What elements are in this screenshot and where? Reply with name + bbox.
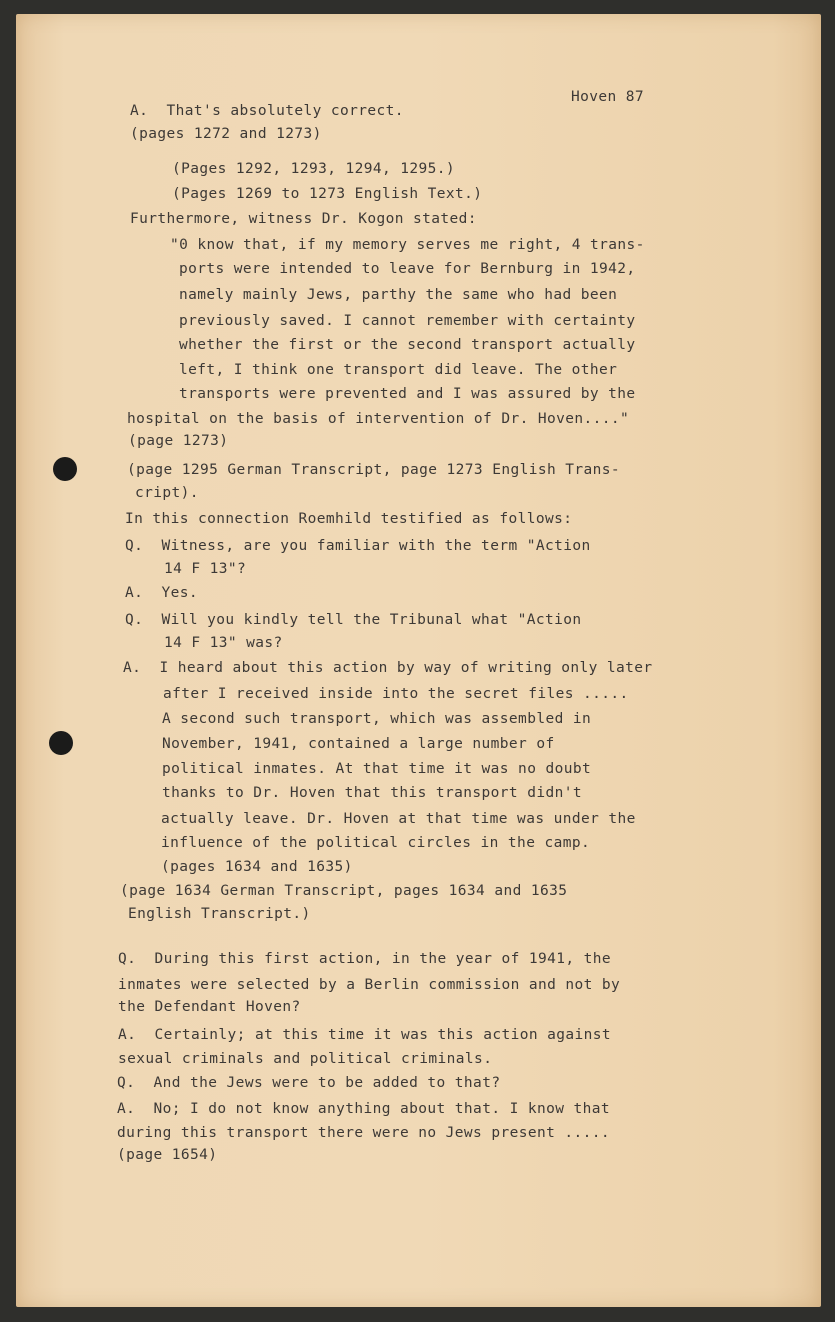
text-line: previously saved. I cannot remember with certainty	[179, 313, 636, 329]
text-line: ports were intended to leave for Bernburg in 1942,	[179, 261, 636, 277]
text-line: Q. During this first action, in the year of 1941, the	[118, 951, 612, 967]
text-line: A. Yes.	[125, 585, 199, 601]
punch-hole-lower	[49, 731, 73, 755]
text-line: during this transport there were no Jews present .....	[117, 1125, 611, 1141]
text-line: hospital on the basis of intervention of Dr. Hoven...."	[127, 411, 630, 427]
text-line: (Pages 1269 to 1273 English Text.)	[172, 186, 483, 202]
text-line: A. No; I do not know anything about that. I know that	[117, 1101, 611, 1117]
text-line: (pages 1634 and 1635)	[161, 859, 353, 875]
text-line: In this connection Roemhild testified as follows:	[125, 511, 573, 527]
page-number: Hoven 87	[571, 89, 645, 105]
text-line: (pages 1272 and 1273)	[130, 126, 322, 142]
text-line: (Pages 1292, 1293, 1294, 1295.)	[172, 161, 456, 177]
text-line: after I received inside into the secret files .....	[163, 686, 629, 702]
text-line: English Transcript.)	[128, 906, 311, 922]
text-line: (page 1273)	[128, 433, 229, 449]
text-line: Q. Witness, are you familiar with the term "Action	[125, 538, 591, 554]
text-line: November, 1941, contained a large number of	[162, 736, 555, 752]
text-line: left, I think one transport did leave. The other	[179, 362, 618, 378]
text-line: sexual criminals and political criminals.	[118, 1051, 493, 1067]
text-line: 14 F 13" was?	[164, 635, 283, 651]
text-line: political inmates. At that time it was no doubt	[162, 761, 592, 777]
text-line: 14 F 13"?	[164, 561, 247, 577]
text-line: influence of the political circles in the camp.	[161, 835, 591, 851]
text-line: whether the first or the second transport actually	[179, 337, 636, 353]
text-line: actually leave. Dr. Hoven at that time was under the	[161, 811, 636, 827]
text-line: inmates were selected by a Berlin commission and not by	[118, 977, 621, 993]
text-line: (page 1295 German Transcript, page 1273 English Trans-	[127, 462, 621, 478]
text-line: A second such transport, which was assembled in	[162, 711, 592, 727]
text-line: A. Certainly; at this time it was this action against	[118, 1027, 612, 1043]
text-line: A. I heard about this action by way of writing only later	[123, 660, 653, 676]
text-line: namely mainly Jews, parthy the same who had been	[179, 287, 618, 303]
text-line: (page 1634 German Transcript, pages 1634 and 1635	[120, 883, 568, 899]
text-line: thanks to Dr. Hoven that this transport didn't	[162, 785, 582, 801]
text-line: cript).	[135, 485, 199, 501]
text-line: Furthermore, witness Dr. Kogon stated:	[130, 211, 477, 227]
text-line: A. That's absolutely correct.	[130, 103, 404, 119]
text-line: transports were prevented and I was assured by the	[179, 386, 636, 402]
text-line: (page 1654)	[117, 1147, 218, 1163]
text-line: Q. Will you kindly tell the Tribunal what "Action	[125, 612, 582, 628]
text-line: the Defendant Hoven?	[118, 999, 301, 1015]
text-line: Q. And the Jews were to be added to that?	[117, 1075, 501, 1091]
punch-hole-upper	[53, 457, 77, 481]
text-line: "0 know that, if my memory serves me right, 4 trans-	[170, 237, 645, 253]
